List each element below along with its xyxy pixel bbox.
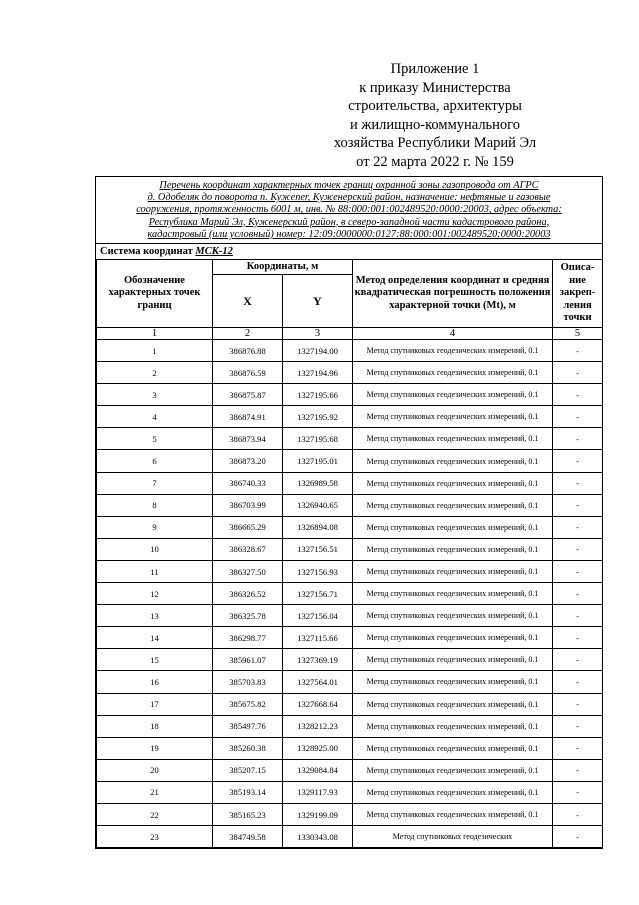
table-row: [97, 362, 603, 384]
caption-line: Республика Марий Эл, Кужeнерский район, в северо-западной части кадастрового района,: [148, 216, 550, 228]
description-cell: -: [553, 406, 603, 428]
point-number-cell: 18: [97, 715, 213, 737]
x-coordinate-cell: 385165.23: [213, 803, 283, 825]
y-coordinate-cell: 1327369.19: [283, 649, 353, 671]
description-cell: -: [553, 649, 603, 671]
method-cell: Метод спутниковых геодезических измерений, 0.1: [353, 737, 553, 759]
method-cell: Метод спутниковых геодезических измерений, 0.1: [353, 759, 553, 781]
x-coordinate-cell: 386703.99: [213, 494, 283, 516]
point-number-cell: 9: [97, 516, 213, 538]
description-cell: -: [553, 781, 603, 803]
table-row: [97, 649, 603, 671]
point-number-cell: 15: [97, 649, 213, 671]
point-number-cell: 7: [97, 472, 213, 494]
method-cell: Метод спутниковых геодезических: [353, 826, 553, 848]
table-row: [97, 384, 603, 406]
table-row: [97, 472, 603, 494]
coordinates-document-frame: [95, 176, 603, 849]
header-description: Описа- ние закреп- ления точки: [553, 260, 603, 328]
x-coordinate-cell: 386328.67: [213, 538, 283, 560]
method-cell: Метод спутниковых геодезических измерений, 0.1: [353, 671, 553, 693]
point-number-cell: 11: [97, 560, 213, 582]
document-caption: [96, 177, 602, 243]
y-coordinate-cell: 1329117.93: [283, 781, 353, 803]
description-cell: -: [553, 693, 603, 715]
appendix-header: [300, 60, 570, 171]
x-coordinate-cell: 386876.59: [213, 362, 283, 384]
header-line: строительства, архитектуры: [348, 98, 522, 114]
y-coordinate-cell: 1326940.65: [283, 494, 353, 516]
point-number-cell: 10: [97, 538, 213, 560]
x-coordinate-cell: 386665.29: [213, 516, 283, 538]
y-coordinate-cell: 1328212.23: [283, 715, 353, 737]
x-coordinate-cell: 385207.15: [213, 759, 283, 781]
description-cell: -: [553, 715, 603, 737]
description-cell: -: [553, 362, 603, 384]
description-cell: -: [553, 340, 603, 362]
x-coordinate-cell: 385497.76: [213, 715, 283, 737]
table-row: [97, 494, 603, 516]
table-row: [97, 428, 603, 450]
coordinates-table-body: [97, 340, 603, 848]
x-coordinate-cell: 385703.83: [213, 671, 283, 693]
header-line: и жилищно-коммунального: [349, 116, 521, 133]
description-cell: -: [553, 494, 603, 516]
table-row: [97, 803, 603, 825]
header-line: к приказу Министерства: [359, 79, 511, 96]
y-coordinate-cell: 1330343.08: [283, 826, 353, 848]
header-line: Приложение 1: [390, 61, 480, 77]
y-coordinate-cell: 1326989.58: [283, 472, 353, 494]
y-coordinate-cell: 1327156.04: [283, 605, 353, 627]
y-coordinate-cell: 1327194.96: [283, 362, 353, 384]
x-coordinate-cell: 385675.82: [213, 693, 283, 715]
point-number-cell: 6: [97, 450, 213, 472]
method-cell: Метод спутниковых геодезических измерений, 0.1: [353, 450, 553, 472]
y-coordinate-cell: 1327156.93: [283, 560, 353, 582]
table-row: [97, 560, 603, 582]
caption-line: Перечень координат характерных точек границ охранной зоны газопровода от АГРС: [159, 180, 539, 191]
point-number-cell: 1: [97, 340, 213, 362]
header-x: X: [213, 275, 283, 328]
point-number-cell: 5: [97, 428, 213, 450]
header-coordinates: Координаты, м: [213, 260, 353, 275]
x-coordinate-cell: 385961.07: [213, 649, 283, 671]
header-line: хозяйства Республики Марий Эл: [333, 135, 537, 151]
point-number-cell: 3: [97, 384, 213, 406]
description-cell: -: [553, 627, 603, 649]
header-method: Метод определения координат и средняя квадратическая погрешность положения характерной точки (Mt), м: [353, 260, 553, 328]
table-row: [97, 671, 603, 693]
y-coordinate-cell: 1327195.66: [283, 384, 353, 406]
method-cell: Метод спутниковых геодезических измерений, 0.1: [353, 494, 553, 516]
x-coordinate-cell: 386873.94: [213, 428, 283, 450]
table-row: [97, 340, 603, 362]
table-row: [97, 759, 603, 781]
table-row: [97, 693, 603, 715]
x-coordinate-cell: 384749.58: [213, 826, 283, 848]
x-coordinate-cell: 386875.87: [213, 384, 283, 406]
x-coordinate-cell: 386326.52: [213, 583, 283, 605]
method-cell: Метод спутниковых геодезических измерений, 0.1: [353, 472, 553, 494]
header-designation: Обозначение характерных точек границ: [97, 260, 213, 328]
table-row: [97, 605, 603, 627]
description-cell: -: [553, 472, 603, 494]
table-row: [97, 781, 603, 803]
column-number: 3: [283, 328, 353, 340]
description-cell: -: [553, 384, 603, 406]
method-cell: Метод спутниковых геодезических измерений, 0.1: [353, 428, 553, 450]
method-cell: Метод спутниковых геодезических измерений, 0.1: [353, 715, 553, 737]
table-row: [97, 627, 603, 649]
table-row: [97, 826, 603, 848]
method-cell: Метод спутниковых геодезических измерений, 0.1: [353, 384, 553, 406]
x-coordinate-cell: 386873.20: [213, 450, 283, 472]
table-row: [97, 737, 603, 759]
table-row: [97, 715, 603, 737]
y-coordinate-cell: 1327115.66: [283, 627, 353, 649]
point-number-cell: 13: [97, 605, 213, 627]
x-coordinate-cell: 385260.38: [213, 737, 283, 759]
point-number-cell: 17: [97, 693, 213, 715]
method-cell: Метод спутниковых геодезических измерений, 0.1: [353, 538, 553, 560]
description-cell: -: [553, 803, 603, 825]
method-cell: Метод спутниковых геодезических измерений, 0.1: [353, 803, 553, 825]
coordinate-system-label: Система координат: [100, 246, 193, 258]
method-cell: Метод спутниковых геодезических измерений, 0.1: [353, 583, 553, 605]
column-number: 5: [553, 328, 603, 340]
table-row: [97, 406, 603, 428]
point-number-cell: 20: [97, 759, 213, 781]
x-coordinate-cell: 386325.78: [213, 605, 283, 627]
column-number: 2: [213, 328, 283, 340]
point-number-cell: 4: [97, 406, 213, 428]
description-cell: -: [553, 759, 603, 781]
point-number-cell: 21: [97, 781, 213, 803]
coordinates-table: [96, 259, 603, 848]
table-row: [97, 583, 603, 605]
point-number-cell: 8: [97, 494, 213, 516]
column-number: 4: [353, 328, 553, 340]
method-cell: Метод спутниковых геодезических измерений, 0.1: [353, 693, 553, 715]
x-coordinate-cell: 385193.14: [213, 781, 283, 803]
description-cell: -: [553, 538, 603, 560]
method-cell: Метод спутниковых геодезических измерений, 0.1: [353, 627, 553, 649]
method-cell: Метод спутниковых геодезических измерений, 0.1: [353, 362, 553, 384]
y-coordinate-cell: 1327668.64: [283, 693, 353, 715]
method-cell: Метод спутниковых геодезических измерений, 0.1: [353, 649, 553, 671]
table-row: [97, 538, 603, 560]
method-cell: Метод спутниковых геодезических измерений, 0.1: [353, 781, 553, 803]
caption-line: д. Одобеляк до поворота п. Кужener, Куженерский район, назначение: нефтяные и газовые: [147, 192, 551, 204]
header-y: Y: [283, 275, 353, 328]
y-coordinate-cell: 1329199.09: [283, 803, 353, 825]
description-cell: -: [553, 583, 603, 605]
point-number-cell: 14: [97, 627, 213, 649]
description-cell: -: [553, 671, 603, 693]
table-row: [97, 516, 603, 538]
method-cell: Метод спутниковых геодезических измерений, 0.1: [353, 340, 553, 362]
y-coordinate-cell: 1327156.51: [283, 538, 353, 560]
point-number-cell: 23: [97, 826, 213, 848]
x-coordinate-cell: 386874.91: [213, 406, 283, 428]
point-number-cell: 16: [97, 671, 213, 693]
description-cell: -: [553, 737, 603, 759]
description-cell: -: [553, 826, 603, 848]
column-number: 1: [97, 328, 213, 340]
method-cell: Метод спутниковых геодезических измерений, 0.1: [353, 605, 553, 627]
coordinate-system-line: [96, 243, 602, 259]
point-number-cell: 2: [97, 362, 213, 384]
x-coordinate-cell: 386876.88: [213, 340, 283, 362]
header-line: от 22 марта 2022 г. № 159: [356, 153, 514, 170]
x-coordinate-cell: 386327.50: [213, 560, 283, 582]
y-coordinate-cell: 1327194.00: [283, 340, 353, 362]
description-cell: -: [553, 605, 603, 627]
point-number-cell: 12: [97, 583, 213, 605]
method-cell: Метод спутниковых геодезических измерений, 0.1: [353, 560, 553, 582]
x-coordinate-cell: 386298.77: [213, 627, 283, 649]
point-number-cell: 22: [97, 803, 213, 825]
y-coordinate-cell: 1329084.84: [283, 759, 353, 781]
caption-line: кадастровый (или условный) номер: 12:09:0000000:0127:88:000:001:002489520:0000:20003: [147, 228, 551, 240]
y-coordinate-cell: 1327195.92: [283, 406, 353, 428]
description-cell: -: [553, 450, 603, 472]
method-cell: Метод спутниковых геодезических измерений, 0.1: [353, 406, 553, 428]
caption-line: сооружения, протяженность 6001 м, инв. № 88:000:001:002489520:0000:20003, адрес объекта:: [136, 204, 562, 216]
y-coordinate-cell: 1327564.01: [283, 671, 353, 693]
y-coordinate-cell: 1327195.01: [283, 450, 353, 472]
table-row: [97, 450, 603, 472]
x-coordinate-cell: 386740.33: [213, 472, 283, 494]
method-cell: Метод спутниковых геодезических измерений, 0.1: [353, 516, 553, 538]
description-cell: -: [553, 428, 603, 450]
description-cell: -: [553, 516, 603, 538]
y-coordinate-cell: 1326894.08: [283, 516, 353, 538]
point-number-cell: 19: [97, 737, 213, 759]
y-coordinate-cell: 1327195.68: [283, 428, 353, 450]
y-coordinate-cell: 1328925.00: [283, 737, 353, 759]
y-coordinate-cell: 1327156.71: [283, 583, 353, 605]
coordinate-system-value: МСК-12: [195, 246, 233, 258]
description-cell: -: [553, 560, 603, 582]
